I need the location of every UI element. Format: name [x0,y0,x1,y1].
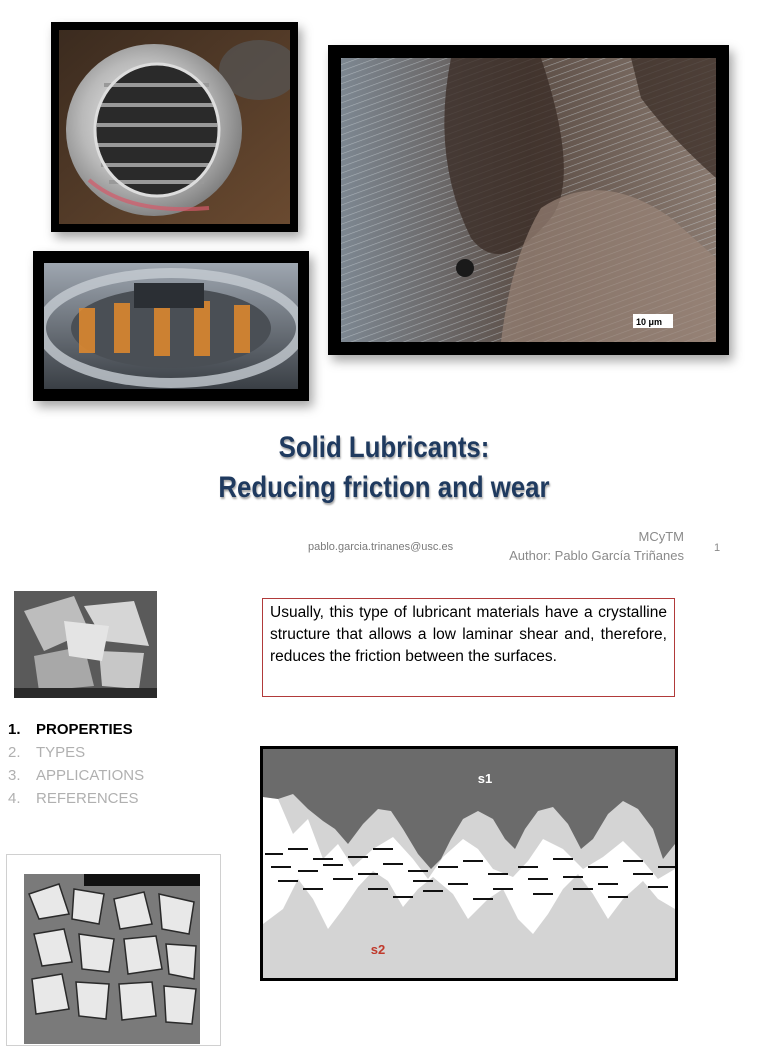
author-name: Author: Pablo García Triñanes [509,548,684,563]
slide-title [54,428,714,508]
menu-item-number: 1. [8,721,21,738]
micrograph-photo [328,45,729,355]
menu-item-number: 3. [8,767,21,784]
title-line-2: Reducing friction and wear [218,471,550,504]
menu-item-label: PROPERTIES [36,721,133,738]
bearing-photo [51,22,298,232]
friction-diagram [260,746,678,981]
crystal-micrograph [14,591,157,698]
page-number: 1 [714,542,721,554]
rotor-photo [33,251,309,401]
scale-bar-label: 10 μm [636,317,663,327]
section-menu [8,718,144,810]
crystal-photo-panel [6,854,221,1046]
menu-item-types[interactable] [8,741,144,764]
menu-item-label: APPLICATIONS [36,767,145,784]
title-line-1: Solid Lubricants: [278,431,490,464]
menu-item-references[interactable] [8,787,144,810]
upper-surface-label: s1 [477,771,493,786]
author-block [509,527,684,565]
menu-item-label: TYPES [36,744,86,761]
lower-surface-label: s2 [370,942,386,957]
description-box [262,598,675,697]
description-text: Usually, this type of lubricant materials have a crystalline structure that allows a low laminar shear and, therefore, reduces the friction between the surfaces. [270,604,667,665]
organization: MCyTM [638,529,684,544]
menu-item-number: 4. [8,790,21,807]
menu-item-label: REFERENCES [36,790,139,807]
author-email: pablo.garcia.trinanes@usc.es [308,541,454,553]
menu-item-applications[interactable] [8,764,144,787]
menu-item-number: 2. [8,744,21,761]
menu-item-properties[interactable] [8,718,144,741]
